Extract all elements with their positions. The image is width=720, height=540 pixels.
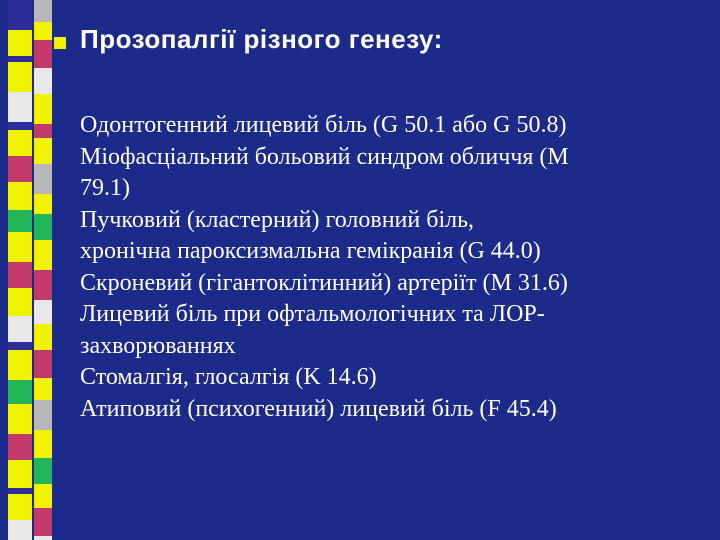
stripe-block <box>34 40 52 68</box>
stripe-block <box>34 194 52 214</box>
stripe-block <box>8 156 32 182</box>
stripe-block <box>8 404 32 434</box>
title-bullet <box>54 37 66 49</box>
stripe-block <box>8 130 32 156</box>
stripe-block <box>34 164 52 194</box>
stripe-block <box>34 0 52 22</box>
stripe-block <box>8 0 32 30</box>
stripe-block <box>8 494 32 520</box>
stripe-block <box>34 536 52 540</box>
content-line: Пучковий (кластерний) головний біль, <box>80 206 475 233</box>
stripe-block <box>34 270 52 300</box>
stripe-block <box>34 68 52 94</box>
stripe-block <box>34 124 52 138</box>
stripe-block <box>8 182 32 210</box>
content-line: Атиповий (психогенний) лицевий біль (F 45.4) <box>80 395 557 422</box>
content-line: захворюваннях <box>80 332 236 359</box>
stripe-block <box>8 30 32 56</box>
stripe-block <box>8 342 32 350</box>
stripe-block <box>8 460 32 488</box>
content-line: Міофасціальний больовий синдром обличчя (M <box>80 143 569 170</box>
stripe-block <box>8 380 32 404</box>
content-line: 79.1) <box>80 175 130 201</box>
stripe-block <box>8 316 32 342</box>
stripe-block <box>34 214 52 240</box>
stripe-block <box>34 484 52 508</box>
stripe-block <box>34 430 52 458</box>
stripe-block <box>8 232 32 262</box>
stripe-block <box>8 92 32 122</box>
stripe-block <box>34 458 52 484</box>
stripe-block <box>8 520 32 540</box>
stripe-block <box>34 240 52 270</box>
decorative-stripe <box>0 0 68 540</box>
stripe-block <box>34 324 52 350</box>
content-line: хронічна пароксизмальна гемікранія (G 44.0) <box>80 238 541 264</box>
content-line: Скроневий (гігантоклітинний) артеріїт (M 31.6) <box>80 269 568 296</box>
stripe-block <box>8 288 32 316</box>
stripe-block <box>34 300 52 324</box>
stripe-block <box>8 210 32 232</box>
stripe-block <box>8 262 32 288</box>
stripe-block <box>34 138 52 164</box>
stripe-block <box>34 508 52 536</box>
content-line: Стомалгія, глосалгія (K 14.6) <box>80 364 377 390</box>
stripe-block <box>8 434 32 460</box>
stripe-block <box>34 350 52 378</box>
content-line: Одонтогенний лицевий біль (G 50.1 або G 50.8) <box>80 112 567 138</box>
stripe-block <box>34 378 52 400</box>
stripe-block <box>34 94 52 124</box>
stripe-block <box>8 62 32 92</box>
stripe-block <box>8 350 32 380</box>
stripe-block <box>34 400 52 430</box>
stripe-block <box>8 122 32 130</box>
slide-content <box>80 110 716 425</box>
content-line: Лицевий біль при офтальмологічних та ЛОР- <box>80 301 545 327</box>
stripe-block <box>34 22 52 40</box>
slide-title: Прозопалгії різного генезу: <box>80 24 443 54</box>
